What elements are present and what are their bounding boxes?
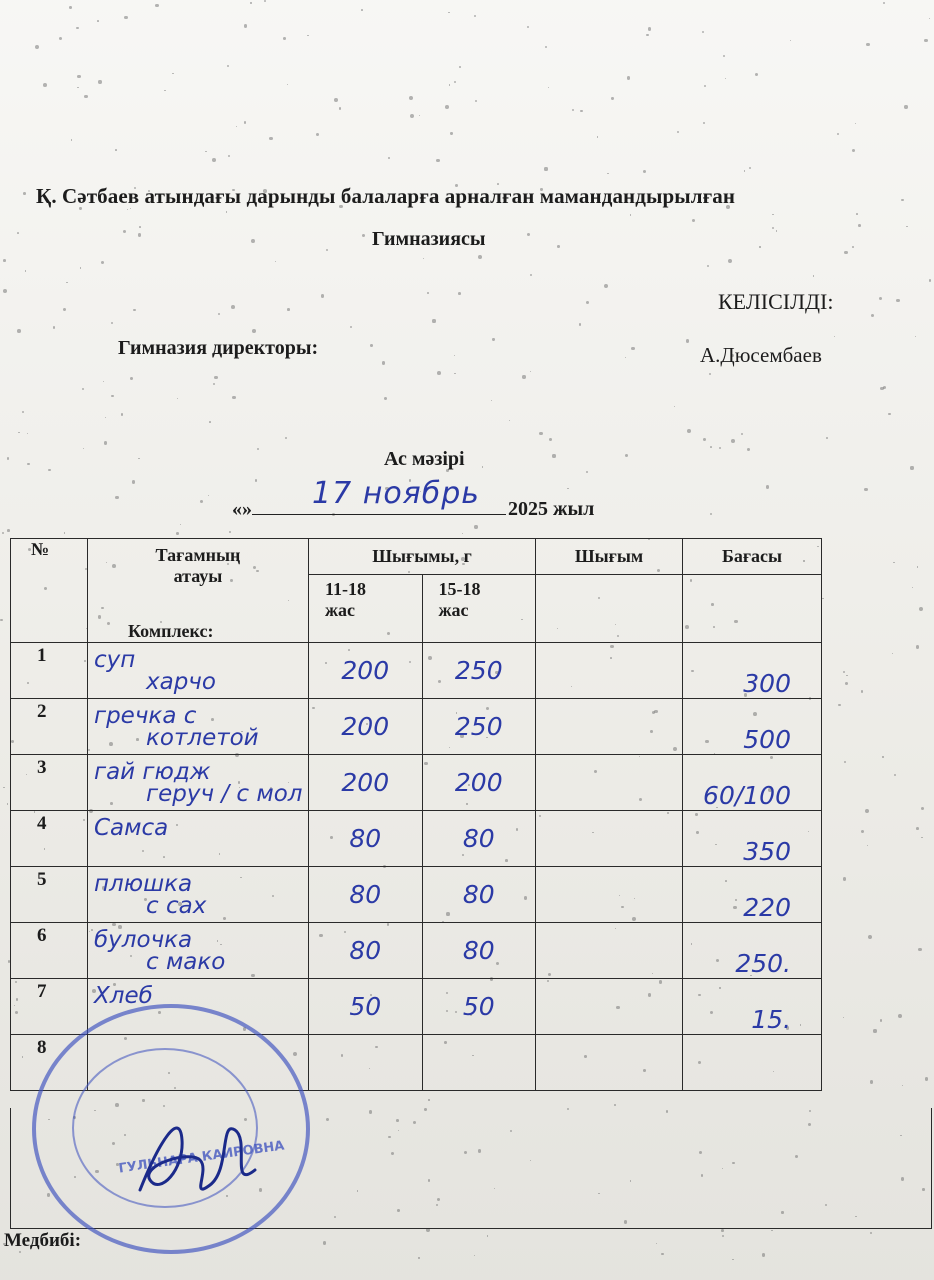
noise-speck: [858, 224, 861, 227]
noise-speck: [474, 1255, 475, 1256]
noise-speck: [209, 421, 211, 423]
noise-speck: [630, 214, 632, 216]
noise-speck: [214, 376, 217, 379]
noise-speck: [614, 1104, 616, 1106]
noise-speck: [339, 107, 341, 109]
dish-name-cell: [88, 755, 309, 811]
noise-speck: [111, 395, 113, 397]
noise-speck: [703, 122, 705, 124]
price-cell: [683, 1035, 822, 1091]
price-cell: 250.: [683, 923, 822, 979]
noise-speck: [901, 199, 904, 202]
table-row: [11, 923, 822, 979]
dish-name: [88, 811, 308, 839]
output-11-18: 200: [309, 755, 423, 811]
noise-speck: [48, 469, 50, 471]
table-row: [11, 755, 822, 811]
output-11-18: 50: [309, 979, 423, 1035]
yield-cell: [536, 867, 683, 923]
noise-speck: [579, 323, 581, 325]
noise-speck: [63, 308, 66, 311]
noise-speck: [661, 1253, 664, 1256]
price-cell: 500: [683, 699, 822, 755]
noise-speck: [491, 400, 492, 401]
noise-speck: [686, 339, 690, 343]
col-dish-title: Тағамның атауы: [155, 545, 241, 586]
noise-speck: [370, 344, 373, 347]
noise-speck: [323, 1241, 326, 1244]
noise-speck: [0, 619, 2, 621]
noise-speck: [843, 671, 845, 673]
noise-speck: [924, 39, 927, 42]
output-15-18: [422, 1035, 536, 1091]
output-11-18: 200: [309, 699, 423, 755]
director-name: А.Дюсембаев: [700, 343, 822, 367]
noise-speck: [84, 95, 88, 99]
dish-name: [88, 923, 308, 973]
col-yield: Шығым: [536, 539, 683, 575]
price-cell: 350: [683, 811, 822, 867]
noise-speck: [229, 531, 231, 533]
noise-speck: [287, 84, 288, 85]
noise-speck: [772, 227, 774, 229]
noise-speck: [611, 97, 613, 99]
dish-name: [88, 643, 308, 693]
col-price: Бағасы: [683, 539, 822, 575]
noise-speck: [244, 121, 246, 123]
noise-speck: [906, 226, 907, 227]
approved-label: КЕЛІСІЛДІ:: [718, 289, 834, 314]
noise-speck: [139, 226, 141, 228]
output-15-18: 250: [422, 643, 536, 699]
noise-speck: [226, 211, 227, 212]
noise-speck: [458, 292, 461, 295]
col-output-a: [309, 575, 423, 643]
noise-speck: [307, 35, 308, 36]
noise-speck: [450, 132, 452, 134]
noise-speck: [852, 149, 855, 152]
noise-speck: [104, 441, 107, 444]
dish-name-line1: Самса: [94, 815, 169, 841]
noise-speck: [427, 292, 429, 294]
output-15-18: 250: [422, 699, 536, 755]
noise-speck: [410, 114, 414, 118]
noise-speck: [843, 877, 847, 881]
col-output-b: [422, 575, 536, 643]
noise-speck: [76, 27, 79, 30]
noise-speck: [544, 167, 547, 170]
year-label: 2025 жыл: [508, 498, 595, 520]
noise-speck: [921, 837, 922, 838]
yield-cell: [536, 811, 683, 867]
noise-speck: [418, 1257, 419, 1258]
noise-speck: [428, 1099, 429, 1100]
output-15-18: 80: [422, 867, 536, 923]
noise-speck: [77, 75, 81, 79]
col-price-empty: [683, 575, 822, 643]
noise-speck: [231, 305, 235, 309]
noise-speck: [419, 115, 420, 116]
dish-name-line2: с мако: [146, 949, 226, 975]
noise-speck: [7, 457, 10, 460]
price-cell: 15.: [683, 979, 822, 1035]
col-number: №: [11, 539, 88, 643]
noise-speck: [766, 485, 769, 488]
yield-cell: [536, 923, 683, 979]
dish-name-line1: Хлеб: [94, 983, 153, 1009]
noise-speck: [64, 532, 65, 533]
col-complex: Комплекс:: [128, 621, 214, 641]
output-11-18: [309, 1035, 423, 1091]
dish-name-line2: геруч / с мол: [146, 781, 303, 807]
col-output: Шығымы, г: [309, 539, 536, 575]
dish-name-cell: [88, 643, 309, 699]
noise-speck: [552, 454, 555, 457]
noise-speck: [731, 439, 735, 443]
noise-speck: [176, 532, 179, 535]
noise-speck: [474, 525, 477, 528]
col-dish-name: [88, 539, 309, 643]
noise-speck: [648, 27, 652, 31]
output-15-18: 80: [422, 923, 536, 979]
noise-speck: [929, 18, 930, 19]
noise-speck: [838, 704, 841, 707]
noise-speck: [334, 98, 338, 102]
noise-speck: [728, 259, 732, 263]
output-11-18: 80: [309, 867, 423, 923]
noise-speck: [882, 756, 883, 757]
dish-name-line2: харчо: [146, 669, 216, 695]
dish-name-line1: гай гюдж: [94, 759, 211, 785]
noise-speck: [275, 261, 276, 262]
noise-speck: [321, 294, 324, 297]
noise-speck: [870, 1232, 872, 1234]
noise-speck: [445, 105, 449, 109]
nurse-label: Медбибі:: [4, 1230, 82, 1251]
noise-speck: [852, 246, 854, 248]
noise-speck: [586, 471, 588, 473]
noise-speck: [35, 45, 39, 49]
output-15-18: 50: [422, 979, 536, 1035]
noise-speck: [251, 239, 255, 243]
noise-speck: [98, 80, 101, 83]
noise-speck: [522, 375, 525, 378]
dish-name-cell: [88, 811, 309, 867]
noise-speck: [269, 137, 273, 141]
noise-speck: [115, 149, 117, 151]
table-row: [11, 643, 822, 699]
noise-speck: [888, 413, 890, 415]
noise-speck: [759, 246, 760, 247]
row-number: 7: [11, 979, 88, 1035]
noise-speck: [856, 213, 858, 215]
dish-name-cell: [88, 699, 309, 755]
dish-name-line2: с сах: [146, 893, 207, 919]
noise-speck: [287, 308, 290, 311]
noise-speck: [18, 432, 19, 433]
noise-speck: [719, 447, 721, 449]
col-output-a-label: 11-18 жас: [325, 579, 367, 620]
noise-speck: [350, 326, 352, 328]
noise-speck: [250, 2, 251, 3]
noise-speck: [244, 24, 248, 28]
signature: [120, 1100, 270, 1210]
director-label: Гимназия директоры:: [118, 337, 319, 359]
dish-name-line1: булочка: [94, 927, 193, 953]
noise-speck: [362, 234, 365, 237]
noise-speck: [257, 448, 259, 450]
col-yield-empty: [536, 575, 683, 643]
output-11-18: 200: [309, 643, 423, 699]
noise-speck: [710, 446, 712, 448]
noise-speck: [213, 383, 215, 385]
noise-speck: [97, 20, 99, 22]
row-number: 8: [11, 1035, 88, 1091]
noise-speck: [880, 1019, 882, 1021]
noise-speck: [747, 448, 750, 451]
noise-speck: [721, 1229, 724, 1232]
noise-speck: [3, 259, 6, 262]
noise-speck: [834, 336, 835, 337]
output-11-18: 80: [309, 923, 423, 979]
row-number: 4: [11, 811, 88, 867]
output-15-18: 200: [422, 755, 536, 811]
yield-cell: [536, 979, 683, 1035]
noise-speck: [880, 387, 883, 390]
row-number: 1: [11, 643, 88, 699]
noise-speck: [929, 279, 931, 281]
noise-speck: [200, 500, 203, 503]
noise-speck: [43, 83, 47, 87]
output-11-18: 80: [309, 811, 423, 867]
yield-cell: [536, 755, 683, 811]
stamp-name: ГУЛЬНАРА КАИРОВНА: [117, 1138, 286, 1177]
noise-speck: [492, 338, 494, 340]
noise-speck: [59, 37, 62, 40]
noise-speck: [557, 245, 560, 248]
dish-name-line1: гречка с: [94, 703, 197, 729]
noise-speck: [132, 480, 136, 484]
dish-name: [88, 699, 308, 749]
noise-speck: [871, 314, 874, 317]
noise-speck: [572, 109, 574, 111]
noise-speck: [687, 429, 691, 433]
noise-speck: [437, 371, 441, 375]
price-cell: 60/100: [683, 755, 822, 811]
noise-speck: [138, 233, 141, 236]
noise-speck: [722, 1235, 724, 1237]
noise-speck: [703, 438, 706, 441]
dish-name-line2: котлетой: [146, 725, 259, 751]
noise-speck: [3, 289, 7, 293]
noise-speck: [115, 496, 118, 499]
noise-speck: [361, 9, 363, 11]
noise-speck: [904, 105, 907, 108]
table-row: [11, 699, 822, 755]
dish-name-line1: суп: [94, 647, 136, 673]
noise-speck: [627, 76, 631, 80]
noise-speck: [454, 373, 455, 374]
date-quotes: «»: [232, 498, 252, 520]
dish-name: [88, 867, 308, 917]
noise-speck: [631, 347, 634, 350]
dish-name-cell: [88, 923, 309, 979]
price-cell: 300: [683, 643, 822, 699]
noise-speck: [867, 845, 868, 846]
noise-speck: [133, 309, 136, 312]
noise-speck: [227, 65, 229, 67]
yield-cell: [536, 643, 683, 699]
noise-speck: [23, 192, 26, 195]
noise-speck: [326, 249, 328, 251]
school-name: Қ. Сәтбаев атындағы дарынды балаларға арналған мамандандырылған: [36, 184, 736, 208]
noise-speck: [432, 319, 435, 322]
noise-speck: [17, 329, 21, 333]
noise-speck: [17, 232, 19, 234]
noise-speck: [436, 159, 439, 162]
noise-speck: [283, 37, 286, 40]
noise-speck: [388, 157, 390, 159]
noise-speck: [870, 1080, 874, 1084]
yield-cell: [536, 1035, 683, 1091]
noise-speck: [580, 110, 582, 112]
school-type: Гимназиясы: [372, 228, 486, 250]
dish-name-line1: плюшка: [94, 871, 193, 897]
noise-speck: [164, 90, 165, 91]
table-row: [11, 811, 822, 867]
noise-speck: [7, 529, 10, 532]
row-number: 2: [11, 699, 88, 755]
noise-speck: [755, 73, 758, 76]
table-row: [11, 867, 822, 923]
handwritten-date: 17 ноябрь: [312, 476, 480, 511]
price-cell: 220: [683, 867, 822, 923]
dish-name: [88, 755, 308, 805]
dish-name-cell: [88, 867, 309, 923]
noise-speck: [910, 466, 913, 469]
yield-cell: [536, 699, 683, 755]
menu-title: Ас мәзірі: [384, 448, 465, 470]
row-number: 5: [11, 867, 88, 923]
noise-speck: [66, 282, 67, 283]
noise-speck: [873, 1029, 876, 1032]
row-number: 3: [11, 755, 88, 811]
noise-speck: [549, 438, 552, 441]
dish-name: [88, 979, 308, 1007]
noise-speck: [916, 645, 919, 648]
row-number: 6: [11, 923, 88, 979]
noise-speck: [252, 329, 256, 333]
col-output-b-label: 15-18 жас: [438, 579, 481, 620]
output-15-18: 80: [422, 811, 536, 867]
noise-speck: [3, 787, 4, 788]
